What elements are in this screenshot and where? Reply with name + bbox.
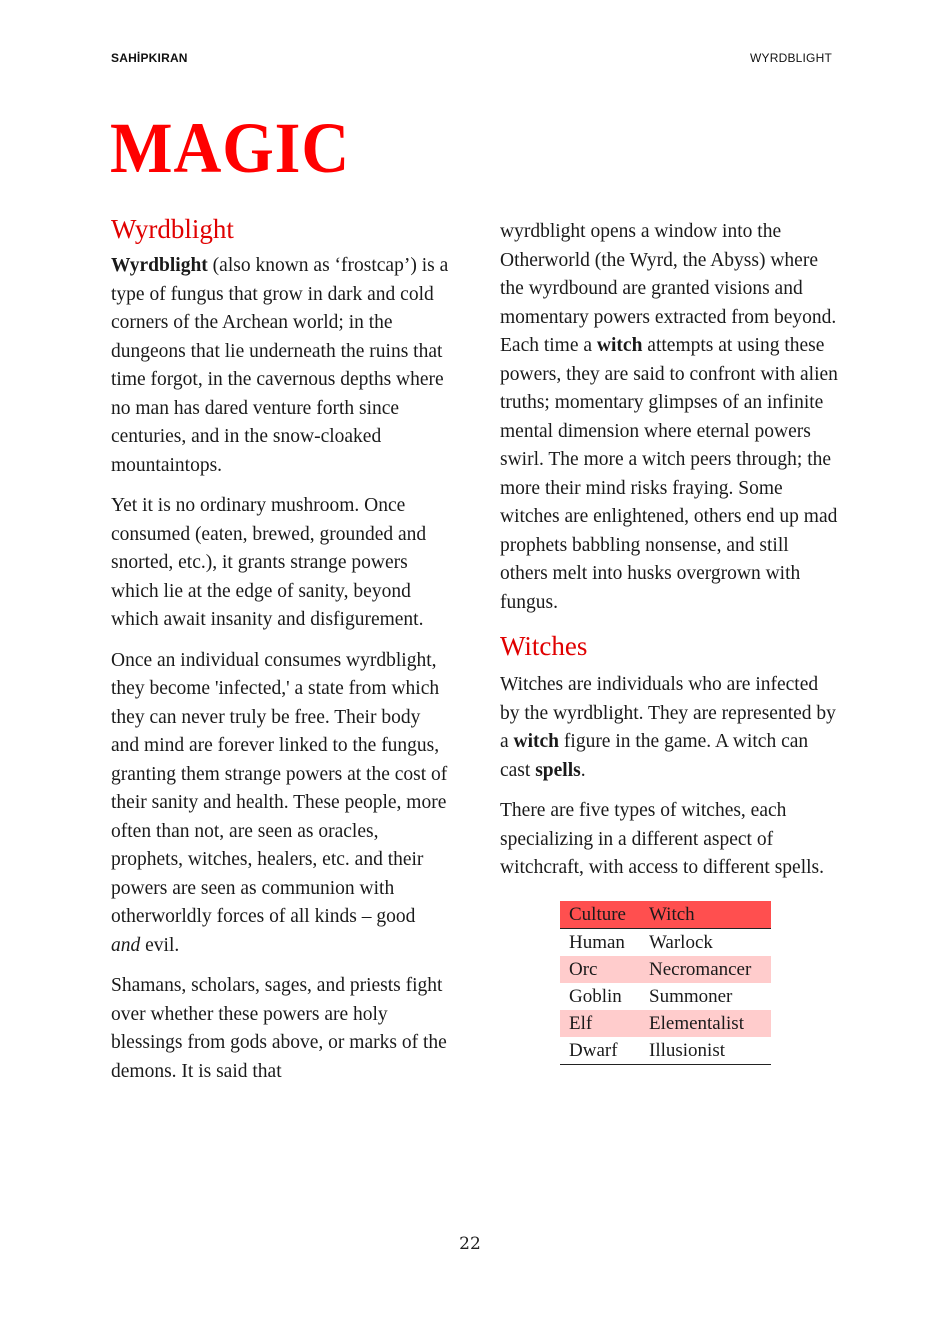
table-row — [560, 983, 771, 1010]
paragraph-mushroom: Yet it is no ordinary mushroom. Once consumed (eaten, brewed, grounded and snorted, etc.), it grants strange powers which lie at the edge of sanity, beyond which await insanity and disfigurement. — [111, 495, 427, 630]
paragraph-witch-types: There are five types of witches, each specializing in a different aspect of witchcraft, with access to different spells. — [500, 800, 824, 878]
paragraph-text: figure in the game. A witch can cast — [500, 731, 809, 781]
paragraph-shamans-start: Shamans, scholars, sages, and priests fight over whether these powers are holy blessings from gods above, or marks of the demons. It is said that — [111, 975, 447, 1082]
paragraph-text: Once an individual consumes wyrdblight, they become 'infected,' a state from which they can never truly be free. Their body and mind are forever linked to the fungus, granting them strange powers at the cost of their sanity and health. These people, more often than not, are seen as oracles, prophets, witches, healers, etc. and their powers are seen as communion with otherworldly forces of all kinds – good — [111, 649, 448, 927]
paragraph-infected — [111, 647, 449, 961]
paragraph-text: attempts at using these powers, they are said to confront with alien truths; momentary glimpses of an infinite mental dimension where eternal powers swirl. The more a witch peers through; the more their mind risks fraying. Some witches are enlightened, others end up mad prophets babbling nonsense, and still others melt into husks overgrown with fungus. — [500, 335, 838, 613]
table-row — [560, 928, 771, 956]
table-cell-culture: Orc — [560, 956, 640, 983]
table-cell-culture: Goblin — [569, 985, 622, 1007]
chapter-title: MAGIC — [110, 108, 351, 188]
section-heading-wyrdblight: Wyrdblight — [111, 214, 234, 244]
paragraph-shamans-continued — [500, 218, 840, 617]
table-cell-witch: Illusionist — [640, 1037, 771, 1065]
paragraph-text: . — [580, 759, 586, 781]
table-row — [560, 956, 771, 983]
bold-term-wyrdblight: Wyrdblight — [111, 255, 208, 276]
bold-term-spells: spells — [535, 759, 581, 781]
table-row — [560, 1037, 771, 1065]
running-header-section: WYRDBLIGHT — [749, 51, 832, 65]
table-cell-witch: Necromancer — [640, 956, 771, 983]
table-cell-witch: Warlock — [649, 931, 713, 953]
paragraph-witches-intro — [500, 671, 840, 785]
running-header-book-title: SAHİPKIRAN — [111, 51, 188, 65]
table-header-culture: Culture — [560, 901, 640, 929]
table-cell-culture: Dwarf — [560, 1037, 640, 1065]
culture-witch-table — [560, 901, 771, 1065]
italic-and: and — [111, 934, 141, 956]
table-row — [560, 1010, 771, 1037]
table-cell-witch: Summoner — [649, 985, 733, 1007]
table-header-row — [560, 901, 771, 929]
bold-term-witch: witch — [513, 731, 560, 752]
paragraph-intro — [111, 252, 449, 480]
section-heading-witches: Witches — [500, 631, 588, 661]
paragraph-text: Witches are individuals who are infected by the wyrdblight. They are represented by a — [500, 674, 836, 752]
paragraph-text: wyrdblight opens a window into the Otherworld (the Wyrd, the Abyss) where the wyrdbound are granted visions and momentary powers extracted from beyond. Each time a — [500, 221, 837, 356]
table-cell-culture: Elf — [560, 1010, 640, 1037]
table-header-witch: Witch — [640, 901, 771, 929]
bold-term-witch: witch — [596, 335, 643, 356]
left-column — [111, 212, 449, 1098]
paragraph-text: (also known as ‘frostcap’) is a type of fungus that grow in dark and cold corners of the Archean world; in the dungeons that lie underneath the ruins that time forgot, in the cavernous depths where no man has dared venture forth since centuries, and in the snow-cloaked mountaintops. — [111, 255, 449, 476]
paragraph-text: evil. — [140, 934, 180, 956]
page-number: 22 — [459, 1234, 481, 1254]
table-cell-culture: Human — [569, 931, 625, 953]
table-cell-witch: Elementalist — [640, 1010, 771, 1037]
right-column — [500, 218, 840, 1065]
